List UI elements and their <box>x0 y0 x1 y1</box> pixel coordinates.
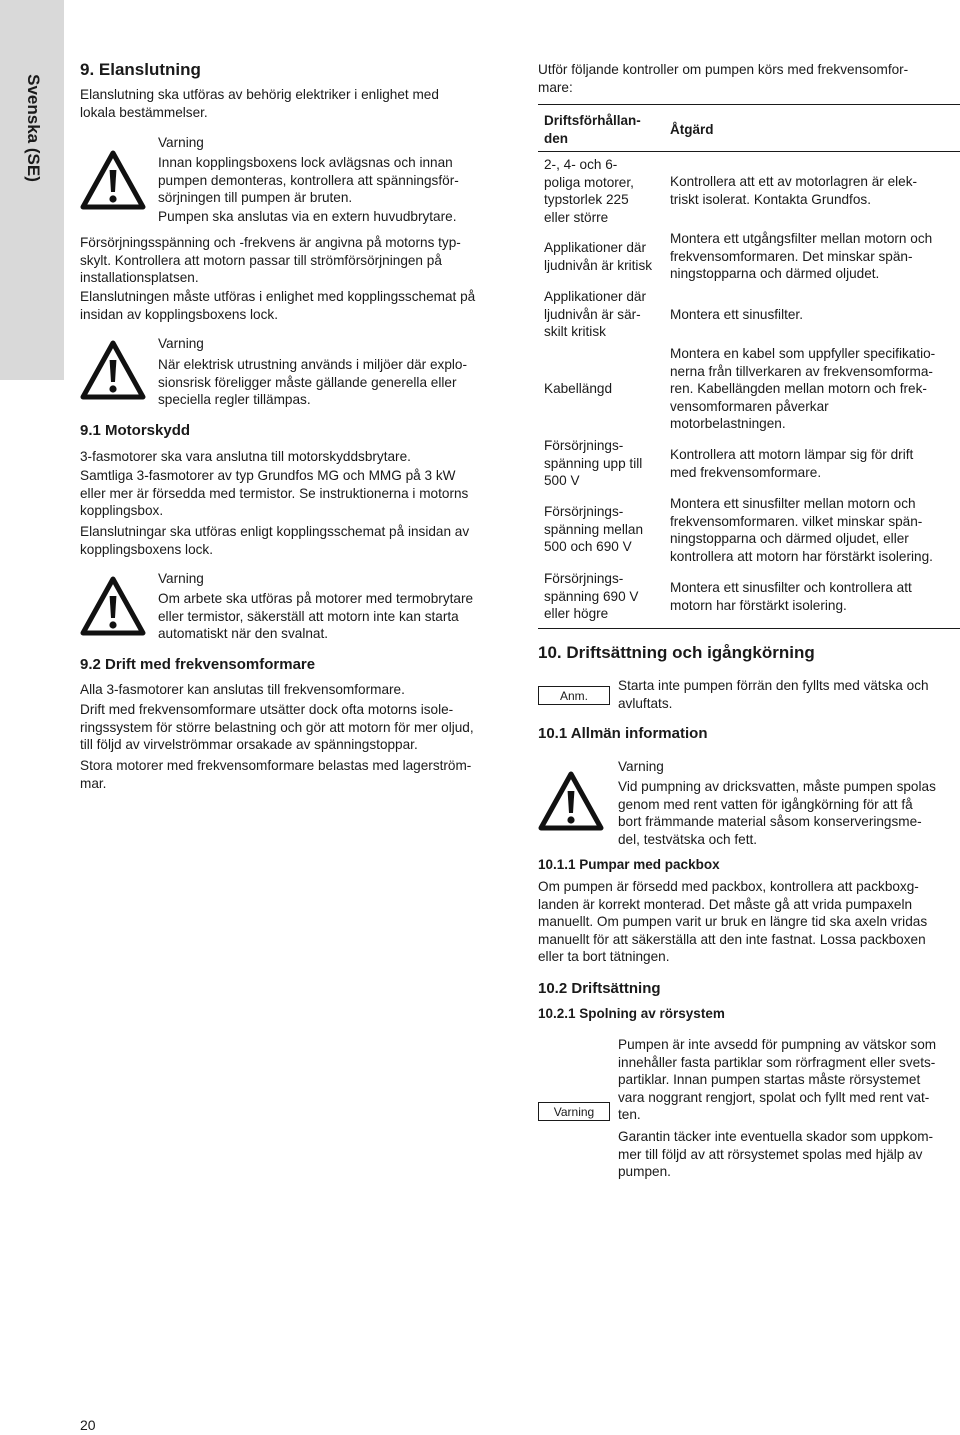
table-bottom-rule <box>538 628 960 629</box>
note-label: Anm. <box>559 688 588 703</box>
section-9-intro: Elanslutning ska utföras av behörig elektriker i enlighet med lokala bestämmelser. <box>80 87 439 120</box>
warning-5-text-1: Pumpen är inte avsedd för pumpning av vätskor som innehåller fasta partiklar som rörfragment eller svets- partiklar. Innan pumpen startas måste rörsystemet vara noggrant rengjort, spolat och fyllt med rent vat- ten. <box>618 1037 937 1123</box>
table-row-3-action: Montera ett sinusfilter. <box>670 307 803 322</box>
section-9-title: 9. Elanslutning <box>80 60 201 79</box>
warning-5-text-2: Garantin täcker inte eventuella skador som uppkom- mer till följd av att rörsystemet spolas med hjälp av pumpen. <box>618 1129 934 1180</box>
section-10-title: 10. Driftsättning och igångkörning <box>538 643 815 662</box>
table-row-6-condition: Försörjnings- spänning mellan 500 och 690 V <box>544 504 643 555</box>
warning-triangle-icon <box>80 340 146 400</box>
section-9-2-para-2: Drift med frekvensomformare utsätter dock ofta motorns isole- ringssystem för större belastning och gör att motorn för mer oljud, till följd av virvelströmmar orsakade av spänningstoppar. <box>80 702 474 753</box>
warning-1-text: Innan kopplingsboxens lock avlägsnas och innan pumpen demonteras, kontrollera att spänningsför- sörjningen till pumpen är bruten. <box>158 155 459 206</box>
warning-4-label: Varning <box>618 759 664 774</box>
warning-5-label: Varning <box>553 1104 595 1119</box>
note-box <box>538 686 610 705</box>
table-row-7-action: Montera ett sinusfilter och kontrollera att motorn har förstärkt isolering. <box>670 580 912 613</box>
warning-triangle-icon <box>80 576 146 636</box>
note-text: Starta inte pumpen förrän den fyllts med vätska och avluftats. <box>618 678 929 711</box>
table-row-4-condition: Kabellängd <box>544 381 613 396</box>
section-9-2-para-3: Stora motorer med frekvensomformare belastas med lagerström- mar. <box>80 758 472 791</box>
table-header-condition: Driftsförhållan- den <box>544 113 641 146</box>
warning-4-text: Vid pumpning av dricksvatten, måste pumpen spolas genom med rent vatten för igångkörning för att få bort främmande material såsom konserveringsme- del, testvätska och fett. <box>618 779 936 847</box>
warning-3-label: Varning <box>158 571 204 586</box>
table-row-2-action: Montera ett utgångsfilter mellan motorn och frekvensomformaren. Det minskar spän- ningstopparna och därmed oljudet. <box>670 231 933 282</box>
section-10-2-title: 10.2 Driftsättning <box>538 980 661 997</box>
section-9-1-para-2: Samtliga 3-fasmotorer av typ Grundfos MG och MMG på 3 kW eller mer är försedda med termistor. Se instruktionerna i motorns kopplingsbox. <box>80 468 469 519</box>
warning-1-label: Varning <box>158 135 204 150</box>
table-row-5-action: Kontrollera att motorn lämpar sig för drift med frekvensomformare. <box>670 447 914 480</box>
warning-1-text-2: Pumpen ska anslutas via en extern huvudbrytare. <box>158 209 457 224</box>
section-9-1-title: 9.1 Motorskydd <box>80 422 191 439</box>
warning-triangle-icon <box>538 771 604 831</box>
section-9-2-title: 9.2 Drift med frekvensomformare <box>80 656 316 673</box>
table-row-7-condition: Försörjnings- spänning 690 V eller högre <box>544 571 639 622</box>
section-9-1-para-3: Elanslutningar ska utföras enligt kopplingsschemat på insidan av kopplingsboxens lock. <box>80 524 470 557</box>
table-row-2-condition: Applikationer där ljudnivån är kritisk <box>544 240 653 273</box>
table-row-4-action: Montera en kabel som uppfyller specifikatio- nerna från tillverkaren av frekvensomforma- ren. Kabellängden mellan motorn och frek- vensomformaren påverkar motorbelastningen. <box>670 346 936 432</box>
language-tab <box>0 0 64 380</box>
section-10-1-1-para: Om pumpen är försedd med packbox, kontrollera att packboxg- landen är korrekt monterad. Det måste gå att vrida pumpaxeln manuellt. Om pumpen varit ur bruk en längre tid ska axeln vridas manuellt för att säkerställa att den inte fastnat. Lossa packboxen eller ta bort tätningen. <box>538 879 928 965</box>
section-9-2-para-1: Alla 3-fasmotorer kan anslutas till frekvensomformare. <box>80 682 405 697</box>
table-row-1-condition: 2-, 4- och 6- poliga motorer, typstorlek 225 eller större <box>544 157 634 225</box>
supply-paragraph: Försörjningsspänning och -frekvens är angivna på motorns typ- skylt. Kontrollera att motorn passar till strömförsörjningen på installationsplatsen. <box>80 235 461 286</box>
connection-paragraph: Elanslutningen måste utföras i enlighet med kopplingsschemat på insidan av kopplingsboxens lock. <box>80 289 476 322</box>
page-number: 20 <box>80 1417 96 1433</box>
section-9-1-para-1: 3-fasmotorer ska vara anslutna till motorskyddsbrytare. <box>80 449 411 464</box>
right-intro: Utför följande kontroller om pumpen körs med frekvensomfor- mare: <box>538 62 909 95</box>
warning-box <box>538 1102 610 1121</box>
table-top-rule <box>538 104 960 105</box>
warning-2-label: Varning <box>158 336 204 351</box>
table-header-rule <box>538 151 960 152</box>
table-row-6-action: Montera ett sinusfilter mellan motorn och frekvensomformaren. vilket minskar spän- ningstopparna och därmed oljudet, eller kontrollera att motorn har förstärkt isolering. <box>670 496 933 564</box>
table-row-1-action: Kontrollera att ett av motorlagren är elek- triskt isolerat. Kontakta Grundfos. <box>670 174 918 207</box>
warning-triangle-icon <box>80 150 146 210</box>
section-10-1-title: 10.1 Allmän information <box>538 725 708 742</box>
warning-3-text: Om arbete ska utföras på motorer med termobrytare eller termistor, säkerställ att motorn inte kan starta automatiskt när den svalnat. <box>158 591 474 642</box>
warning-2-text: När elektrisk utrustning används i miljöer där explo- sionsrisk föreligger måste gällande generella eller speciella regler tillämpas. <box>158 357 468 408</box>
table-header-action: Åtgärd <box>670 122 714 137</box>
section-10-1-1-title: 10.1.1 Pumpar med packbox <box>538 857 720 872</box>
table-row-3-condition: Applikationer där ljudnivån är sär- skilt kritisk <box>544 289 647 340</box>
language-tab-label: Svenska (SE) <box>24 74 43 182</box>
table-row-5-condition: Försörjnings- spänning upp till 500 V <box>544 438 643 489</box>
section-10-2-1-title: 10.2.1 Spolning av rörsystem <box>538 1006 725 1021</box>
